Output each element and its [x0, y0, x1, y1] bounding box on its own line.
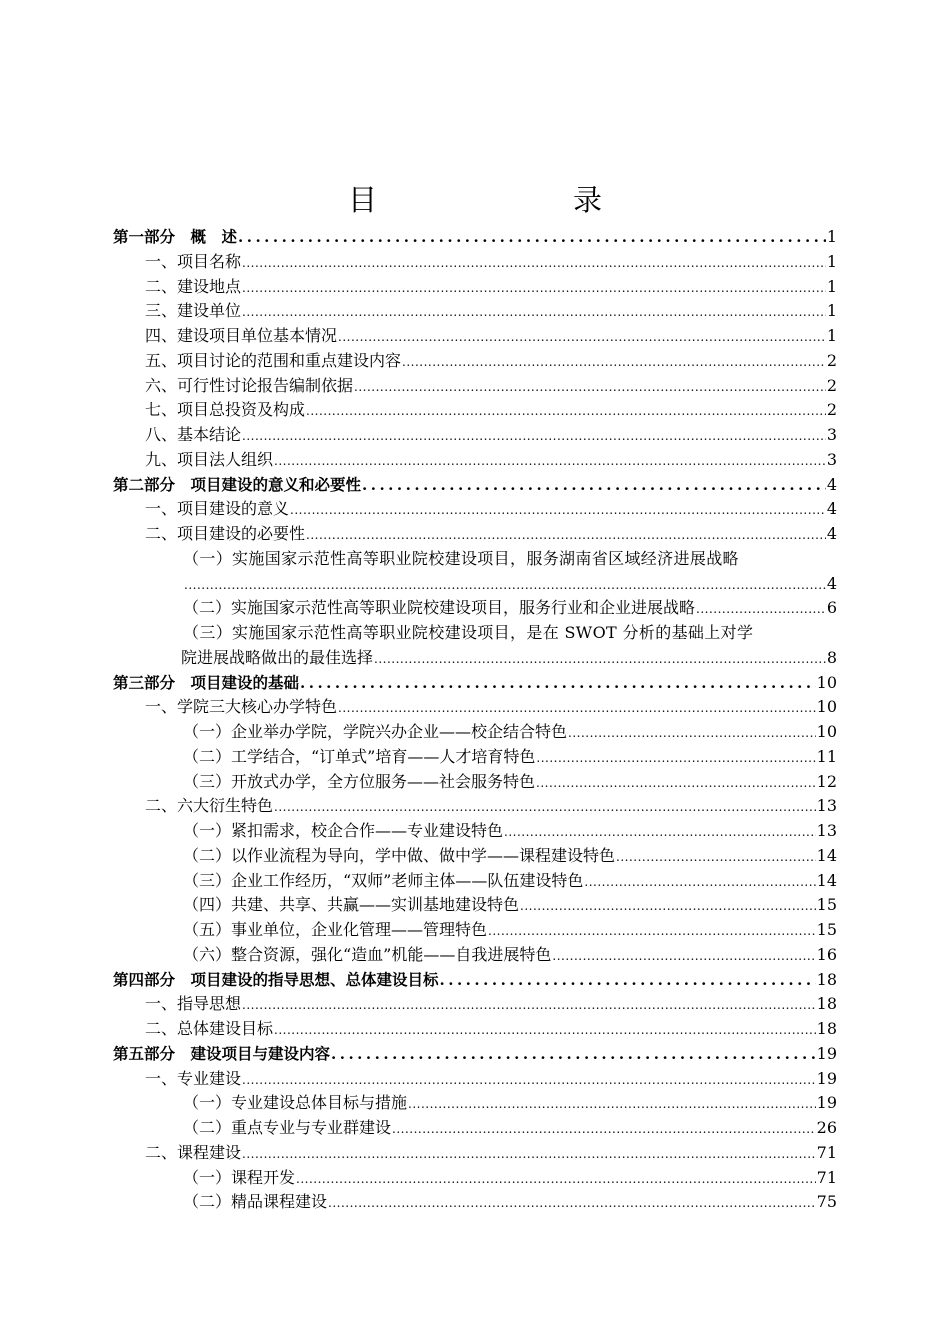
toc-leader-dots [374, 647, 826, 672]
toc-entry-text: 一、学院三大核心办学特色 [145, 697, 338, 717]
toc-entry[interactable] [113, 275, 837, 300]
toc-entry[interactable] [113, 869, 837, 894]
toc-leader-dots [242, 251, 826, 276]
toc-entry[interactable] [113, 992, 837, 1017]
toc-entry-text: 二、建设地点 [145, 276, 242, 296]
toc-entry-text: 第二部分 项目建设的意义和必要性 [113, 475, 362, 494]
toc-leader-dots [306, 523, 826, 548]
toc-entry-text: 九、项目法人组织 [145, 449, 274, 469]
toc-leader-dots [238, 225, 826, 250]
toc-page-number: 2 [826, 400, 837, 420]
toc-entry-text: （六）整合资源，强化“造血”机能——自我进展特色 [183, 944, 552, 964]
toc-entry-text: 一、项目建设的意义 [145, 499, 290, 519]
toc-entry[interactable] [113, 448, 837, 473]
toc-page-number: 4 [826, 499, 837, 519]
toc-leader-dots [242, 424, 826, 449]
toc-entry[interactable] [113, 1190, 837, 1215]
toc-leader-dots [338, 325, 826, 350]
toc-leader-dots [242, 1068, 816, 1093]
toc-entry[interactable] [113, 299, 837, 324]
toc-page-number: 10 [816, 722, 837, 741]
toc-page-number: 4 [826, 474, 837, 494]
toc-entry[interactable] [113, 572, 837, 597]
toc-page-number: 1 [826, 326, 837, 345]
toc-entry[interactable] [113, 547, 837, 572]
toc-page-number: 16 [816, 944, 837, 964]
toc-page-number: 2 [826, 375, 837, 395]
toc-page-number: 11 [816, 746, 837, 766]
toc-leader-dots [584, 870, 815, 895]
toc-entry-text: （一）企业举办学院，学院兴办企业——校企结合特色 [183, 722, 568, 741]
toc-entry-text: 二、总体建设目标 [145, 1019, 274, 1038]
toc-page-number: 1 [826, 301, 837, 321]
toc-entry[interactable] [113, 1067, 837, 1092]
toc-page-number: 2 [826, 350, 837, 370]
toc-entry-text: （一）专业建设总体目标与措施 [183, 1093, 408, 1113]
toc-entry-text: 第一部分 概 述 [113, 228, 238, 246]
toc-entry-text: （二）重点专业与专业群建设 [183, 1118, 392, 1137]
toc-entry-text: （三）实施国家示范性高等职业院校建设项目，是在 SWOT 分析的基础上对学 [183, 623, 754, 642]
toc-entry-text: 五、项目讨论的范围和重点建设内容 [145, 350, 402, 370]
toc-leader-dots [552, 944, 815, 969]
toc-part-entry[interactable] [113, 473, 837, 498]
toc-entry[interactable] [113, 1141, 837, 1166]
toc-entry[interactable] [113, 1091, 837, 1116]
toc-entry-text: 二、项目建设的必要性 [145, 524, 306, 543]
toc-entry[interactable] [113, 794, 837, 819]
toc-leader-dots [274, 795, 816, 820]
toc-page-number: 4 [826, 524, 837, 543]
toc-entry-text: （三）开放式办学，全方位服务——社会服务特色 [183, 771, 536, 791]
toc-page-number: 19 [816, 1068, 837, 1088]
toc-leader-dots [331, 1042, 816, 1067]
toc-entry-text: （四）共建、共享、共赢——实训基地建设特色 [183, 895, 520, 915]
toc-entry-text: （二）精品课程建设 [183, 1192, 328, 1212]
toc-leader-dots [402, 350, 826, 375]
toc-page-number: 1 [826, 276, 837, 296]
toc-entry-text: （一）实施国家示范性高等职业院校建设项目，服务湖南省区域经济进展战略 [183, 548, 739, 568]
toc-page-number: 14 [816, 845, 837, 865]
toc-entry-text: （二）以作业流程为导向，学中做、做中学——课程建设特色 [183, 845, 616, 865]
toc-entry-text: 第五部分 建设项目与建设内容 [113, 1044, 331, 1063]
toc-part-entry[interactable] [113, 968, 837, 993]
toc-leader-dots [354, 375, 826, 400]
toc-entry[interactable] [113, 844, 837, 869]
toc-page-number: 6 [826, 598, 837, 618]
toc-page-number: 13 [816, 821, 837, 840]
toc-entry-text: 二、六大衍生特色 [145, 796, 274, 816]
toc-entry-text: （二）工学结合，“订单式”培育——人才培育特色 [183, 746, 536, 766]
toc-part-entry[interactable] [113, 671, 837, 696]
toc-leader-dots [274, 1018, 816, 1043]
toc-entry[interactable] [113, 596, 837, 621]
toc-entry-text: 三、建设单位 [145, 301, 242, 321]
toc-leader-dots [274, 449, 826, 474]
toc-entry[interactable] [113, 918, 837, 943]
toc-leader-dots [408, 1092, 816, 1117]
toc-page-number: 14 [816, 870, 837, 890]
table-of-contents [113, 225, 837, 1215]
toc-page-number: 18 [816, 1019, 837, 1038]
toc-entry-text: 四、建设项目单位基本情况 [145, 326, 338, 345]
toc-entry-text: 七、项目总投资及构成 [145, 400, 306, 420]
toc-part-entry[interactable] [113, 225, 837, 250]
toc-page-number: 1 [826, 227, 837, 246]
toc-page-number: 71 [816, 1167, 837, 1187]
toc-page-number: 3 [826, 449, 837, 469]
toc-entry[interactable] [113, 1116, 837, 1141]
toc-page-number: 26 [816, 1118, 837, 1137]
toc-entry-text: （三）企业工作经历，“双师”老师主体——队伍建设特色 [183, 870, 584, 890]
toc-entry[interactable] [113, 423, 837, 448]
toc-page-number: 12 [816, 771, 837, 791]
toc-entry[interactable] [113, 497, 837, 522]
toc-leader-dots [504, 820, 816, 845]
toc-leader-dots [536, 746, 815, 771]
toc-leader-dots [392, 1117, 816, 1142]
toc-entry[interactable] [113, 695, 837, 720]
toc-page-number: 3 [826, 425, 837, 444]
toc-leader-dots [184, 573, 826, 598]
toc-page-number: 13 [816, 796, 837, 816]
toc-entry[interactable] [113, 1017, 837, 1042]
toc-page-number: 15 [816, 895, 837, 915]
toc-entry[interactable] [113, 398, 837, 423]
toc-entry-text: 二、课程建设 [145, 1142, 242, 1162]
toc-entry-text: （一）课程开发 [183, 1167, 296, 1187]
toc-leader-dots [440, 968, 816, 993]
toc-page-number: 75 [816, 1192, 837, 1212]
toc-leader-dots [488, 919, 816, 944]
toc-page-number: 10 [816, 672, 837, 692]
toc-page-number: 1 [826, 251, 837, 271]
toc-entry[interactable] [113, 943, 837, 968]
toc-page-number: 71 [816, 1142, 837, 1162]
toc-leader-dots [328, 1191, 816, 1216]
toc-entry-text: 八、基本结论 [145, 425, 242, 444]
toc-entry-text: 一、专业建设 [145, 1068, 242, 1088]
toc-entry-text: 第三部分 项目建设的基础 [113, 673, 300, 692]
toc-entry-text: 一、指导思想 [145, 994, 242, 1014]
toc-leader-dots [536, 771, 816, 796]
toc-page-number: 18 [816, 994, 837, 1014]
toc-page-number: 18 [816, 969, 837, 989]
toc-page-number: 19 [816, 1093, 837, 1113]
toc-entry-text: 六、可行性讨论报告编制依据 [145, 375, 354, 395]
toc-part-entry[interactable] [113, 1042, 837, 1067]
toc-entry[interactable] [113, 324, 837, 349]
toc-entry[interactable] [113, 250, 837, 275]
toc-leader-dots [568, 721, 816, 746]
toc-title: 目 录 [347, 183, 648, 217]
toc-entry[interactable] [113, 745, 837, 770]
toc-entry-text: 第四部分 项目建设的指导思想、总体建设目标 [113, 970, 439, 989]
toc-entry[interactable] [113, 374, 837, 399]
toc-entry[interactable] [113, 819, 837, 844]
toc-entry-text: （二）实施国家示范性高等职业院校建设项目，服务行业和企业进展战略 [183, 598, 696, 618]
toc-leader-dots [306, 399, 826, 424]
toc-leader-dots [362, 473, 826, 498]
toc-leader-dots [242, 276, 826, 301]
toc-page-number: 15 [816, 920, 837, 939]
toc-leader-dots [300, 671, 816, 696]
toc-leader-dots [290, 498, 826, 523]
toc-leader-dots [242, 1142, 816, 1167]
toc-leader-dots [696, 597, 826, 622]
toc-entry[interactable] [113, 1166, 837, 1191]
toc-leader-dots [296, 1167, 816, 1192]
toc-leader-dots [338, 696, 816, 721]
toc-entry[interactable] [113, 770, 837, 795]
toc-page-number: 10 [816, 697, 837, 717]
toc-entry[interactable] [113, 349, 837, 374]
toc-entry[interactable] [113, 720, 837, 745]
toc-entry-text: 院进展战略做出的最佳选择 [181, 647, 374, 667]
toc-leader-dots [520, 894, 816, 919]
toc-page-number: 8 [826, 647, 837, 667]
toc-entry-text: （一）紧扣需求，校企合作——专业建设特色 [183, 821, 504, 840]
toc-leader-dots [616, 845, 816, 870]
toc-entry-text: （五）事业单位，企业化管理——管理特色 [183, 920, 488, 939]
toc-page-number: 19 [816, 1043, 837, 1063]
toc-entry[interactable] [113, 522, 837, 547]
toc-leader-dots [242, 300, 826, 325]
toc-entry-text: 一、项目名称 [145, 251, 242, 271]
toc-page-number: 4 [826, 573, 837, 593]
toc-leader-dots [242, 993, 816, 1018]
toc-entry[interactable] [113, 646, 837, 671]
toc-entry[interactable] [113, 893, 837, 918]
toc-entry[interactable] [113, 621, 837, 646]
